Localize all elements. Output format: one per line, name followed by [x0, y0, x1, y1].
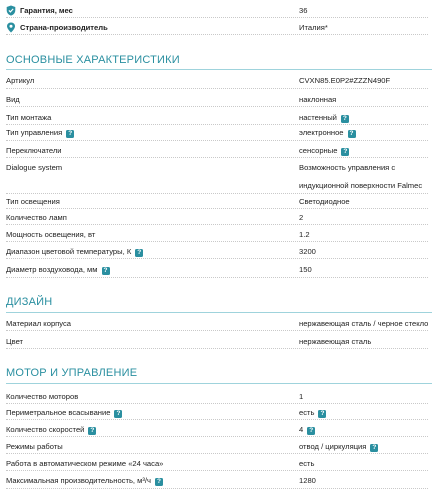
spec-value-line1: Возможность управления с — [299, 163, 396, 172]
spec-label-text: Диаметр воздуховода, мм — [6, 265, 98, 274]
spec-label — [6, 264, 110, 275]
spec-label: Тип монтажа — [6, 113, 52, 122]
divider — [6, 106, 428, 107]
spec-value: Светодиодное — [299, 197, 350, 206]
help-icon[interactable]: ? — [348, 130, 356, 138]
spec-value-text: настенный — [299, 113, 337, 122]
spec-label: Количество моторов — [6, 392, 79, 401]
spec-label: Мощность освещения, вт — [6, 230, 96, 239]
divider — [6, 193, 428, 194]
spec-value-text: 4 — [299, 425, 304, 434]
divider — [6, 17, 428, 18]
spec-value — [299, 112, 349, 123]
help-icon[interactable]: ? — [114, 410, 122, 418]
section-title-main: ОСНОВНЫЕ ХАРАКТЕРИСТИКИ — [6, 54, 180, 66]
spec-value-text: сенсорные — [299, 146, 338, 155]
divider — [6, 419, 428, 420]
divider — [6, 348, 428, 349]
spec-label: Количество ламп — [6, 213, 67, 222]
spec-value — [299, 145, 349, 156]
spec-value: нержавеющая сталь — [299, 337, 372, 346]
spec-value: CVXN85.E0P2#ZZZN490F — [299, 76, 391, 85]
warranty-label: Гарантия, мес — [20, 6, 73, 15]
spec-label: Режимы работы — [6, 442, 63, 451]
country-value: Италия* — [299, 23, 328, 32]
divider — [6, 88, 428, 89]
divider — [6, 208, 428, 209]
spec-label: Тип освещения — [6, 197, 60, 206]
country-label: Страна-производитель — [20, 23, 108, 32]
help-icon[interactable]: ? — [370, 444, 378, 452]
spec-label — [6, 424, 96, 435]
spec-value-text: есть — [299, 408, 315, 417]
spec-value: 2 — [299, 213, 304, 222]
divider — [6, 34, 428, 35]
help-icon[interactable]: ? — [307, 427, 315, 435]
divider — [6, 277, 428, 278]
spec-label: Материал корпуса — [6, 319, 72, 328]
divider — [6, 488, 428, 489]
divider — [6, 436, 428, 437]
spec-label-text: Тип управления — [6, 128, 63, 137]
spec-label: Вид — [6, 95, 20, 104]
spec-value: 1.2 — [299, 230, 310, 239]
section-divider — [6, 383, 432, 384]
help-icon[interactable]: ? — [66, 130, 74, 138]
spec-value: есть — [299, 459, 315, 468]
shield-check-icon — [6, 5, 16, 16]
spec-label — [6, 407, 122, 418]
section-divider — [6, 69, 432, 70]
spec-value — [299, 127, 356, 138]
divider — [6, 124, 428, 125]
spec-label: Артикул — [6, 76, 35, 85]
spec-label-text: Диапазон цветовой температуры, К — [6, 247, 132, 256]
spec-value: наклонная — [299, 95, 337, 104]
spec-label: Dialogue system — [6, 163, 63, 172]
spec-label: Работа в автоматическом режиме «24 часа» — [6, 459, 164, 468]
section-title-motor: МОТОР И УПРАВЛЕНИЕ — [6, 367, 138, 379]
spec-value: 1280 — [299, 476, 316, 485]
divider — [6, 224, 428, 225]
divider — [6, 403, 428, 404]
spec-value: 1 — [299, 392, 304, 401]
help-icon[interactable]: ? — [155, 478, 163, 486]
section-title-design: ДИЗАЙН — [6, 296, 53, 308]
warranty-value: 36 — [299, 6, 308, 15]
spec-value: нержавеющая сталь / черное стекло — [299, 319, 429, 328]
spec-value-line2: индукционной поверхности Falmec — [299, 181, 423, 190]
help-icon[interactable]: ? — [88, 427, 96, 435]
section-divider — [6, 312, 432, 313]
spec-value-text: отвод / циркуляция — [299, 442, 367, 451]
divider — [6, 453, 428, 454]
spec-value: 3200 — [299, 247, 316, 256]
spec-label — [6, 475, 163, 486]
divider — [6, 241, 428, 242]
spec-label-text: Периметральное всасывание — [6, 408, 111, 417]
divider — [6, 157, 428, 158]
spec-label: Переключатели — [6, 146, 62, 155]
spec-value — [299, 424, 315, 435]
spec-label — [6, 246, 143, 257]
spec-value-text: электронное — [299, 128, 344, 137]
spec-value — [299, 407, 326, 418]
spec-label — [6, 127, 74, 138]
help-icon[interactable]: ? — [318, 410, 326, 418]
help-icon[interactable]: ? — [135, 249, 143, 257]
spec-value — [299, 441, 378, 452]
spec-label-text: Количество скоростей — [6, 425, 85, 434]
divider — [6, 470, 428, 471]
divider — [6, 258, 428, 259]
spec-label-text: Максимальная производительность, м³/ч — [6, 476, 151, 485]
help-icon[interactable]: ? — [341, 148, 349, 156]
location-pin-icon — [6, 22, 16, 33]
spec-value: 150 — [299, 265, 312, 274]
help-icon[interactable]: ? — [102, 267, 110, 275]
spec-label: Цвет — [6, 337, 24, 346]
divider — [6, 330, 428, 331]
divider — [6, 140, 428, 141]
help-icon[interactable]: ? — [341, 115, 349, 123]
